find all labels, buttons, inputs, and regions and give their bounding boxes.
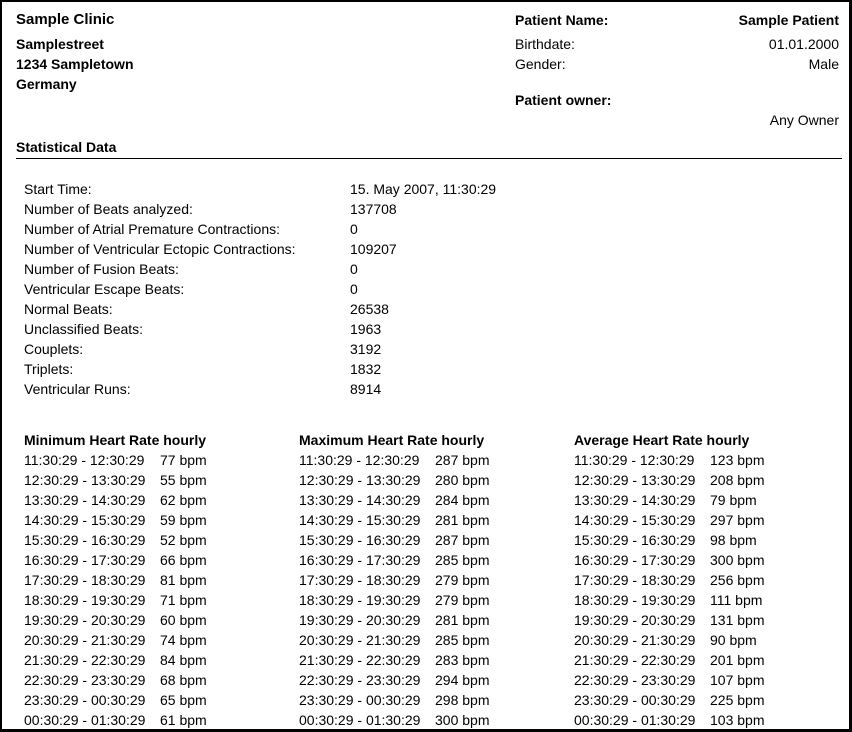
- owner-value: Any Owner: [769, 112, 839, 128]
- stat-value: 8914: [350, 381, 382, 397]
- section-divider: [16, 158, 842, 159]
- time-range: 17:30:29 - 18:30:29: [24, 572, 146, 588]
- bpm-value: 280 bpm: [435, 472, 490, 488]
- stat-value: 1963: [350, 321, 382, 337]
- time-range: 13:30:29 - 14:30:29: [24, 492, 146, 508]
- list-item: [299, 670, 489, 690]
- clinic-name: Sample Clinic: [16, 11, 115, 28]
- list-item: [574, 570, 764, 590]
- time-range: 23:30:29 - 00:30:29: [24, 692, 146, 708]
- stat-label: Triplets:: [24, 361, 74, 377]
- time-range: 11:30:29 - 12:30:29: [299, 452, 420, 468]
- owner-label: Patient owner:: [515, 92, 612, 108]
- bpm-value: 66 bpm: [160, 552, 207, 568]
- list-item: [299, 470, 489, 490]
- list-item: [24, 610, 207, 630]
- bpm-value: 208 bpm: [710, 472, 765, 488]
- time-range: 19:30:29 - 20:30:29: [574, 612, 696, 628]
- bpm-value: 300 bpm: [435, 712, 490, 728]
- time-range: 18:30:29 - 19:30:29: [299, 592, 421, 608]
- list-item: [574, 630, 764, 650]
- bpm-value: 52 bpm: [160, 532, 207, 548]
- bpm-value: 283 bpm: [435, 652, 490, 668]
- list-item: [574, 610, 764, 630]
- time-range: 21:30:29 - 22:30:29: [24, 652, 146, 668]
- time-range: 00:30:29 - 01:30:29: [574, 712, 696, 728]
- maximum-heart-rate-title: Maximum Heart Rate hourly: [299, 432, 485, 448]
- list-item: [574, 690, 764, 710]
- time-range: 21:30:29 - 22:30:29: [574, 652, 696, 668]
- stat-value: 0: [350, 281, 358, 297]
- bpm-value: 59 bpm: [160, 512, 207, 528]
- time-range: 11:30:29 - 12:30:29: [574, 452, 695, 468]
- stat-value: 109207: [350, 241, 397, 257]
- list-item: [24, 550, 207, 570]
- list-item: [574, 670, 764, 690]
- stat-value: 15. May 2007, 11:30:29: [350, 181, 497, 197]
- time-range: 16:30:29 - 17:30:29: [299, 552, 421, 568]
- bpm-value: 98 bpm: [710, 532, 757, 548]
- stat-value: 0: [350, 261, 358, 277]
- time-range: 14:30:29 - 15:30:29: [574, 512, 696, 528]
- gender-value: Male: [808, 56, 839, 72]
- bpm-value: 279 bpm: [435, 592, 490, 608]
- stat-value: 1832: [350, 361, 382, 377]
- list-item: [24, 650, 207, 670]
- time-range: 13:30:29 - 14:30:29: [574, 492, 696, 508]
- minimum-heart-rate-list: [24, 430, 207, 730]
- clinic-street: Samplestreet: [16, 36, 104, 52]
- stat-label: Number of Fusion Beats:: [24, 261, 179, 277]
- stat-value: 0: [350, 221, 358, 237]
- time-range: 00:30:29 - 01:30:29: [299, 712, 421, 728]
- bpm-value: 74 bpm: [160, 632, 207, 648]
- time-range: 11:30:29 - 12:30:29: [24, 452, 145, 468]
- list-item: [24, 490, 207, 510]
- stat-value: 137708: [350, 201, 397, 217]
- average-heart-rate-list: [574, 430, 764, 730]
- time-range: 16:30:29 - 17:30:29: [574, 552, 696, 568]
- list-item: [299, 570, 489, 590]
- list-item: [574, 470, 764, 490]
- bpm-value: 281 bpm: [435, 612, 490, 628]
- gender-label: Gender:: [515, 56, 566, 72]
- time-range: 17:30:29 - 18:30:29: [299, 572, 421, 588]
- bpm-value: 77 bpm: [160, 452, 207, 468]
- list-item: [299, 550, 489, 570]
- stat-label: Ventricular Runs:: [24, 381, 131, 397]
- list-item: [574, 710, 764, 730]
- patient-name-label: Patient Name:: [515, 12, 609, 28]
- time-range: 12:30:29 - 13:30:29: [574, 472, 696, 488]
- bpm-value: 201 bpm: [710, 652, 765, 668]
- list-item: [24, 690, 207, 710]
- bpm-value: 65 bpm: [160, 692, 207, 708]
- list-item: [299, 510, 489, 530]
- bpm-value: 284 bpm: [435, 492, 490, 508]
- bpm-value: 90 bpm: [710, 632, 757, 648]
- time-range: 12:30:29 - 13:30:29: [299, 472, 421, 488]
- bpm-value: 62 bpm: [160, 492, 207, 508]
- bpm-value: 68 bpm: [160, 672, 207, 688]
- list-item: [299, 710, 489, 730]
- time-range: 20:30:29 - 21:30:29: [574, 632, 696, 648]
- maximum-heart-rate-list: [299, 430, 489, 730]
- time-range: 21:30:29 - 22:30:29: [299, 652, 421, 668]
- time-range: 14:30:29 - 15:30:29: [24, 512, 146, 528]
- time-range: 22:30:29 - 23:30:29: [299, 672, 421, 688]
- stat-value: 26538: [350, 301, 389, 317]
- bpm-value: 279 bpm: [435, 572, 490, 588]
- bpm-value: 123 bpm: [710, 452, 765, 468]
- time-range: 14:30:29 - 15:30:29: [299, 512, 421, 528]
- stat-value: 3192: [350, 341, 382, 357]
- list-item: [299, 530, 489, 550]
- stat-label: Couplets:: [24, 341, 84, 357]
- list-item: [24, 470, 207, 490]
- list-item: [24, 670, 207, 690]
- section-title: Statistical Data: [16, 139, 117, 155]
- minimum-heart-rate-title: Minimum Heart Rate hourly: [24, 432, 207, 448]
- list-item: [574, 650, 764, 670]
- bpm-value: 55 bpm: [160, 472, 207, 488]
- bpm-value: 225 bpm: [710, 692, 765, 708]
- list-item: [24, 530, 207, 550]
- bpm-value: 285 bpm: [435, 632, 490, 648]
- bpm-value: 81 bpm: [160, 572, 207, 588]
- list-item: [299, 690, 489, 710]
- time-range: 16:30:29 - 17:30:29: [24, 552, 146, 568]
- bpm-value: 60 bpm: [160, 612, 207, 628]
- time-range: 23:30:29 - 00:30:29: [299, 692, 421, 708]
- birthdate-label: Birthdate:: [515, 36, 575, 52]
- bpm-value: 287 bpm: [435, 452, 490, 468]
- stat-label: Ventricular Escape Beats:: [24, 281, 185, 297]
- list-item: [574, 450, 764, 470]
- list-item: [574, 490, 764, 510]
- list-item: [299, 450, 489, 470]
- stat-label: Number of Atrial Premature Contractions:: [24, 221, 280, 237]
- birthdate-value: 01.01.2000: [768, 36, 839, 52]
- time-range: 22:30:29 - 23:30:29: [574, 672, 696, 688]
- bpm-value: 285 bpm: [435, 552, 490, 568]
- bpm-value: 131 bpm: [710, 612, 765, 628]
- bpm-value: 84 bpm: [160, 652, 207, 668]
- list-item: [24, 510, 207, 530]
- list-item: [574, 550, 764, 570]
- list-item: [24, 570, 207, 590]
- clinic-country: Germany: [16, 76, 77, 92]
- list-item: [574, 510, 764, 530]
- bpm-value: 297 bpm: [710, 512, 765, 528]
- list-item: [24, 710, 207, 730]
- bpm-value: 294 bpm: [435, 672, 490, 688]
- bpm-value: 256 bpm: [710, 572, 765, 588]
- stat-label: Start Time:: [24, 181, 92, 197]
- list-item: [24, 630, 207, 650]
- list-item: [574, 590, 764, 610]
- time-range: 12:30:29 - 13:30:29: [24, 472, 146, 488]
- clinic-city: 1234 Sampletown: [16, 56, 134, 72]
- list-item: [299, 650, 489, 670]
- stat-label: Unclassified Beats:: [24, 321, 144, 337]
- time-range: 15:30:29 - 16:30:29: [299, 532, 421, 548]
- stat-label: Number of Ventricular Ectopic Contractions:: [24, 241, 296, 257]
- time-range: 22:30:29 - 23:30:29: [24, 672, 146, 688]
- time-range: 20:30:29 - 21:30:29: [299, 632, 421, 648]
- bpm-value: 107 bpm: [710, 672, 765, 688]
- list-item: [24, 590, 207, 610]
- bpm-value: 111 bpm: [710, 592, 763, 608]
- time-range: 20:30:29 - 21:30:29: [24, 632, 146, 648]
- bpm-value: 103 bpm: [710, 712, 765, 728]
- list-item: [574, 530, 764, 550]
- bpm-value: 71 bpm: [160, 592, 207, 608]
- bpm-value: 61 bpm: [160, 712, 207, 728]
- time-range: 23:30:29 - 00:30:29: [574, 692, 696, 708]
- stat-label: Number of Beats analyzed:: [24, 201, 193, 217]
- list-item: [299, 630, 489, 650]
- list-item: [299, 490, 489, 510]
- time-range: 19:30:29 - 20:30:29: [299, 612, 421, 628]
- patient-name: Sample Patient: [738, 12, 839, 28]
- time-range: 18:30:29 - 19:30:29: [574, 592, 696, 608]
- bpm-value: 287 bpm: [435, 532, 490, 548]
- list-item: [24, 450, 207, 470]
- bpm-value: 281 bpm: [435, 512, 490, 528]
- time-range: 17:30:29 - 18:30:29: [574, 572, 696, 588]
- stat-label: Normal Beats:: [24, 301, 113, 317]
- list-item: [299, 590, 489, 610]
- bpm-value: 298 bpm: [435, 692, 490, 708]
- time-range: 15:30:29 - 16:30:29: [24, 532, 146, 548]
- time-range: 15:30:29 - 16:30:29: [574, 532, 696, 548]
- bpm-value: 300 bpm: [710, 552, 765, 568]
- time-range: 18:30:29 - 19:30:29: [24, 592, 146, 608]
- bpm-value: 79 bpm: [710, 492, 757, 508]
- average-heart-rate-title: Average Heart Rate hourly: [574, 432, 750, 448]
- time-range: 00:30:29 - 01:30:29: [24, 712, 146, 728]
- list-item: [299, 610, 489, 630]
- time-range: 13:30:29 - 14:30:29: [299, 492, 421, 508]
- time-range: 19:30:29 - 20:30:29: [24, 612, 146, 628]
